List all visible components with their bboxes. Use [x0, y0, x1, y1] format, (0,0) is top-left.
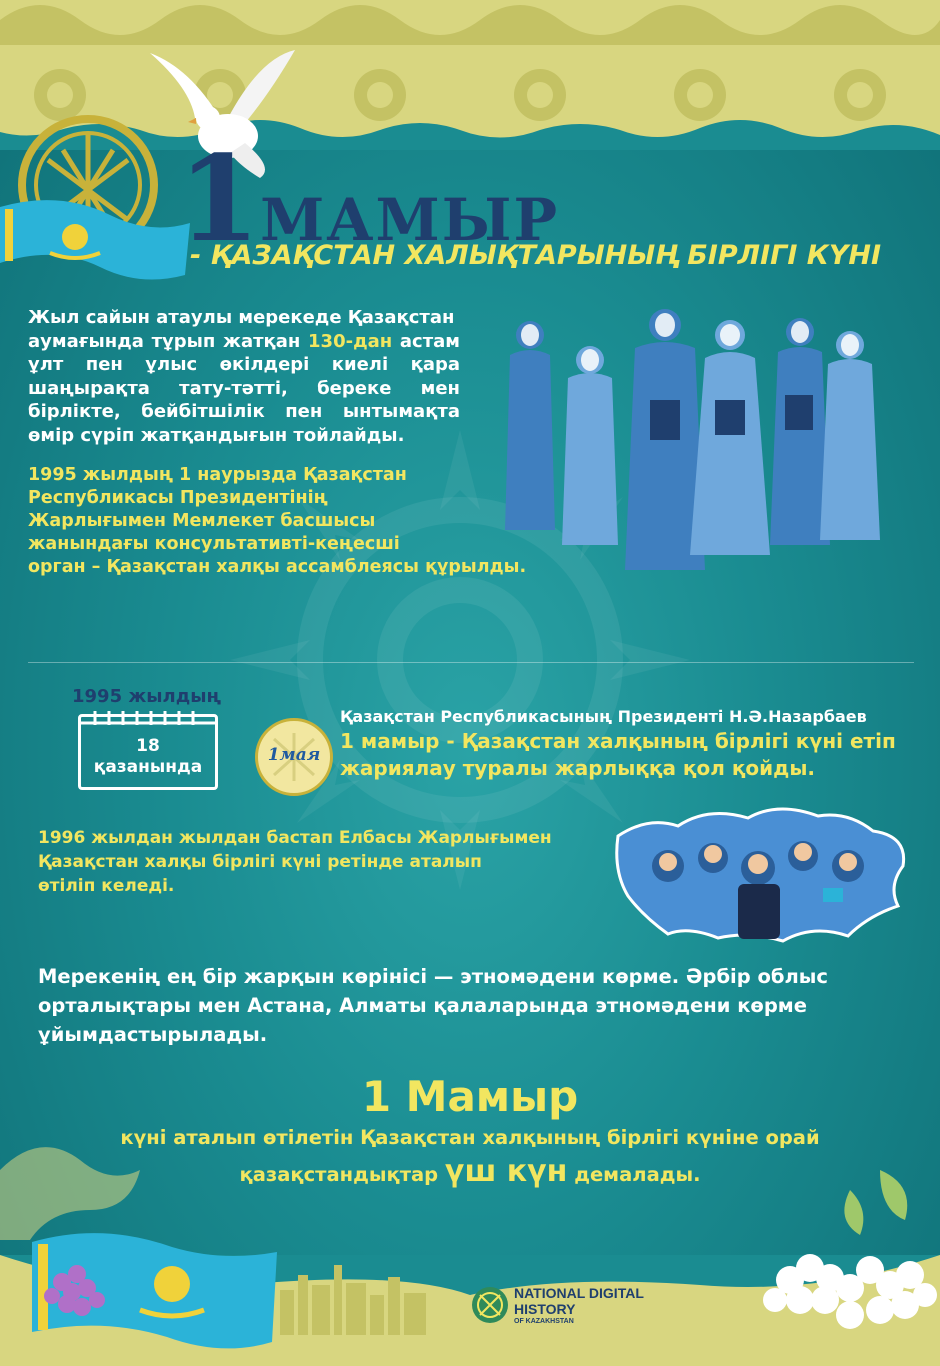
calendar-icon [78, 714, 218, 790]
crowd-photo-map-image [608, 796, 913, 946]
holiday-text: қазақстандықтар [239, 1163, 445, 1186]
subtitle: - ҚАЗАҚСТАН ХАЛЫҚТАРЫНЫҢ БІРЛІГІ КҮНІ [190, 240, 882, 271]
holiday-line1: күні аталып өтілетін Қазақстан халқының бірлігі күніне орай [120, 1126, 820, 1149]
person-figure [505, 321, 555, 530]
history-line: Республикасы Президентінің [28, 488, 328, 508]
exhibition-line: ұйымдастырылады. [38, 1023, 268, 1046]
decree-line3: жариялау туралы жарлыққа қол қойды. [340, 756, 815, 780]
holiday-emphasis: үш күн [444, 1154, 568, 1189]
footer-logo-text [514, 1285, 644, 1326]
white-lilac-image [730, 1160, 940, 1366]
bottom-flag-lilac-image [22, 1222, 282, 1366]
calendar-month: қазанында [93, 757, 203, 777]
holiday-text: демалады. [567, 1163, 701, 1186]
intro-line: өмір сүріп жатқандығын тойлайды. [28, 424, 405, 446]
holiday-title: 1 Мамыр [361, 1072, 579, 1121]
badge-text: 1мая [267, 745, 321, 765]
intro-text: астам [392, 330, 460, 352]
decree-line2: 1 мамыр - Қазақстан халқының бірлігі күні етіп [340, 729, 896, 753]
kazakhstan-flag-icon [0, 195, 190, 280]
intro-line: ұлт пен ұлыс өкілдері киелі қара [28, 354, 460, 375]
since-line: Қазақстан халқы бірлігі күні ретінде аталып [38, 852, 482, 872]
decree-block [340, 706, 920, 782]
since-1996-paragraph [38, 826, 598, 898]
intro-line: шаңырақта тату-тәтті, береке мен [28, 377, 460, 399]
footer-logo-line3: OF KAZAKHSTAN [514, 1318, 574, 1325]
footer-logo-line2: HISTORY [514, 1301, 576, 1317]
intro-text: аумағында тұрып жатқан [28, 330, 309, 352]
title-numeral: 1 [178, 129, 261, 268]
history-1995-paragraph [28, 464, 568, 579]
exhibition-line: орталықтары мен Астана, Алматы қалаларында этномәдени көрме [38, 994, 807, 1017]
footer-logo-line1: NATIONAL DIGITAL [514, 1285, 644, 1301]
may-first-badge [255, 718, 333, 796]
history-line: 1995 жылдың 1 наурызда Қазақстан [28, 465, 407, 485]
exhibition-line: Мерекенің ең бір жарқын көрінісі — этномәдени көрме. Әрбір облыс [38, 965, 828, 988]
ndhk-logo-icon [470, 1285, 510, 1325]
history-line: жанындағы консультативті-кеңесші [28, 534, 400, 554]
calendar-day: 18 [136, 736, 160, 756]
since-line: өтіліп келеді. [38, 876, 175, 896]
decree-line1: Қазақстан Республикасының Президенті Н.Ә.Назарбаев [340, 707, 867, 726]
since-line: 1996 жылдан жылдан бастап Елбасы Жарлығымен [38, 828, 552, 848]
history-line: Жарлығымен Мемлекет басшысы [28, 511, 376, 531]
exhibition-paragraph [38, 962, 908, 1049]
intro-paragraph [28, 306, 460, 447]
calendar-rings [81, 711, 215, 731]
intro-line [28, 330, 460, 354]
section-divider [28, 662, 914, 663]
calendar-year-label: 1995 жылдың [72, 686, 222, 707]
people-national-costumes-image [500, 300, 892, 590]
intro-line: бірлікте, бейбітшілік пен ынтымақта [28, 401, 460, 422]
intro-line: Жыл сайын атаулы мерекеде Қазақстан [28, 307, 455, 328]
intro-highlight: 130-дан [308, 330, 393, 352]
history-line: орган – Қазақстан халқы ассамблеясы құрылды. [28, 557, 527, 577]
title-month: МАМЫР [260, 186, 560, 254]
